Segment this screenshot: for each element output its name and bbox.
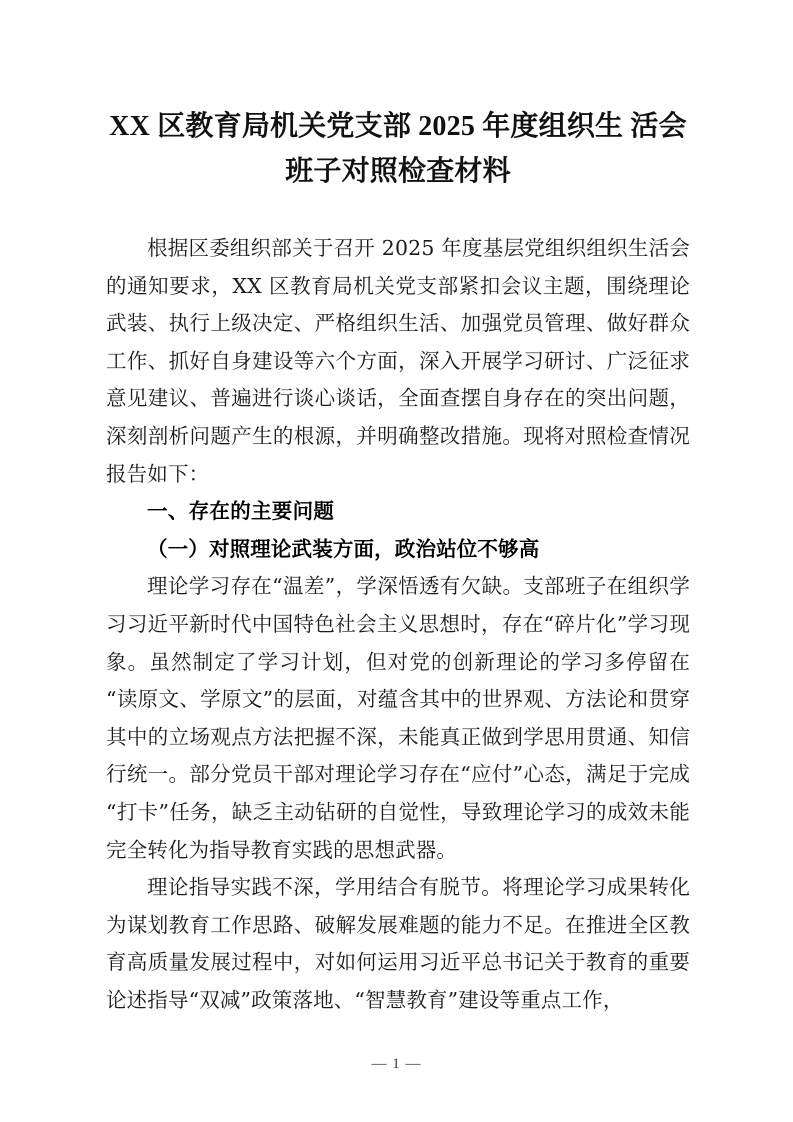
page-number: — 1 — [371, 1056, 422, 1072]
paragraph-intro: 根据区委组织部关于召开 2025 年度基层党组织组织生活会的通知要求，XX 区教育局机关党支部紧扣会议主题，围绕理论武装、执行上级决定、严格组织生活、加强党员管理、做好群众工作、抓好自身建设等六个方面，深入开展学习研讨、广泛征求意见建议、普遍进行谈心谈话，全面查摆自身存在的突出问题，深刻剖析问题产生的根源，并明确整改措施。现将对照检查情况报告如下： [106, 236, 690, 486]
page-title [106, 0, 690, 194]
document-body [106, 230, 690, 1019]
page-footer [0, 1055, 793, 1073]
page-title-line-1: XX 区教育局机关党支部 2025 年度组织生 [109, 111, 624, 142]
page-content-area [106, 0, 690, 1019]
section-heading-main-problems: 一、存在的主要问题 [147, 500, 335, 524]
paragraph-theory-practice-gap: 理论指导实践不深，学用结合有脱节。将理论学习成果转化为谋划教育工作思路、破解发展难题的能力不足。在推进全区教育高质量发展过程中，对如何运用习近平总书记关于教育的重要论述指导“双减”政策落地、“智慧教育”建设等重点工作， [106, 875, 690, 1012]
subsection-heading-theoretical-armament: （一）对照理论武装方面，政治站位不够高 [147, 536, 540, 561]
paragraph-theory-study-gap: 理论学习存在“温差”，学深悟透有欠缺。支部班子在组织学习习近平新时代中国特色社会主义思想时，存在“碎片化”学习现象。虽然制定了学习计划，但对党的创新理论的学习多停留在“读原文、学原文”的层面，对蕴含其中的世界观、方法论和贯穿其中的立场观点方法把握不深，未能真正做到学思用贯通、知信行统一。部分党员干部对理论学习存在“应付”心态，满足于完成“打卡”任务，缺乏主动钻研的自觉性，导致理论学习的成效未能完全转化为指导教育实践的思想武器。 [106, 574, 690, 862]
page-title-line-2: 活会班子对照检查材料 [285, 111, 687, 187]
